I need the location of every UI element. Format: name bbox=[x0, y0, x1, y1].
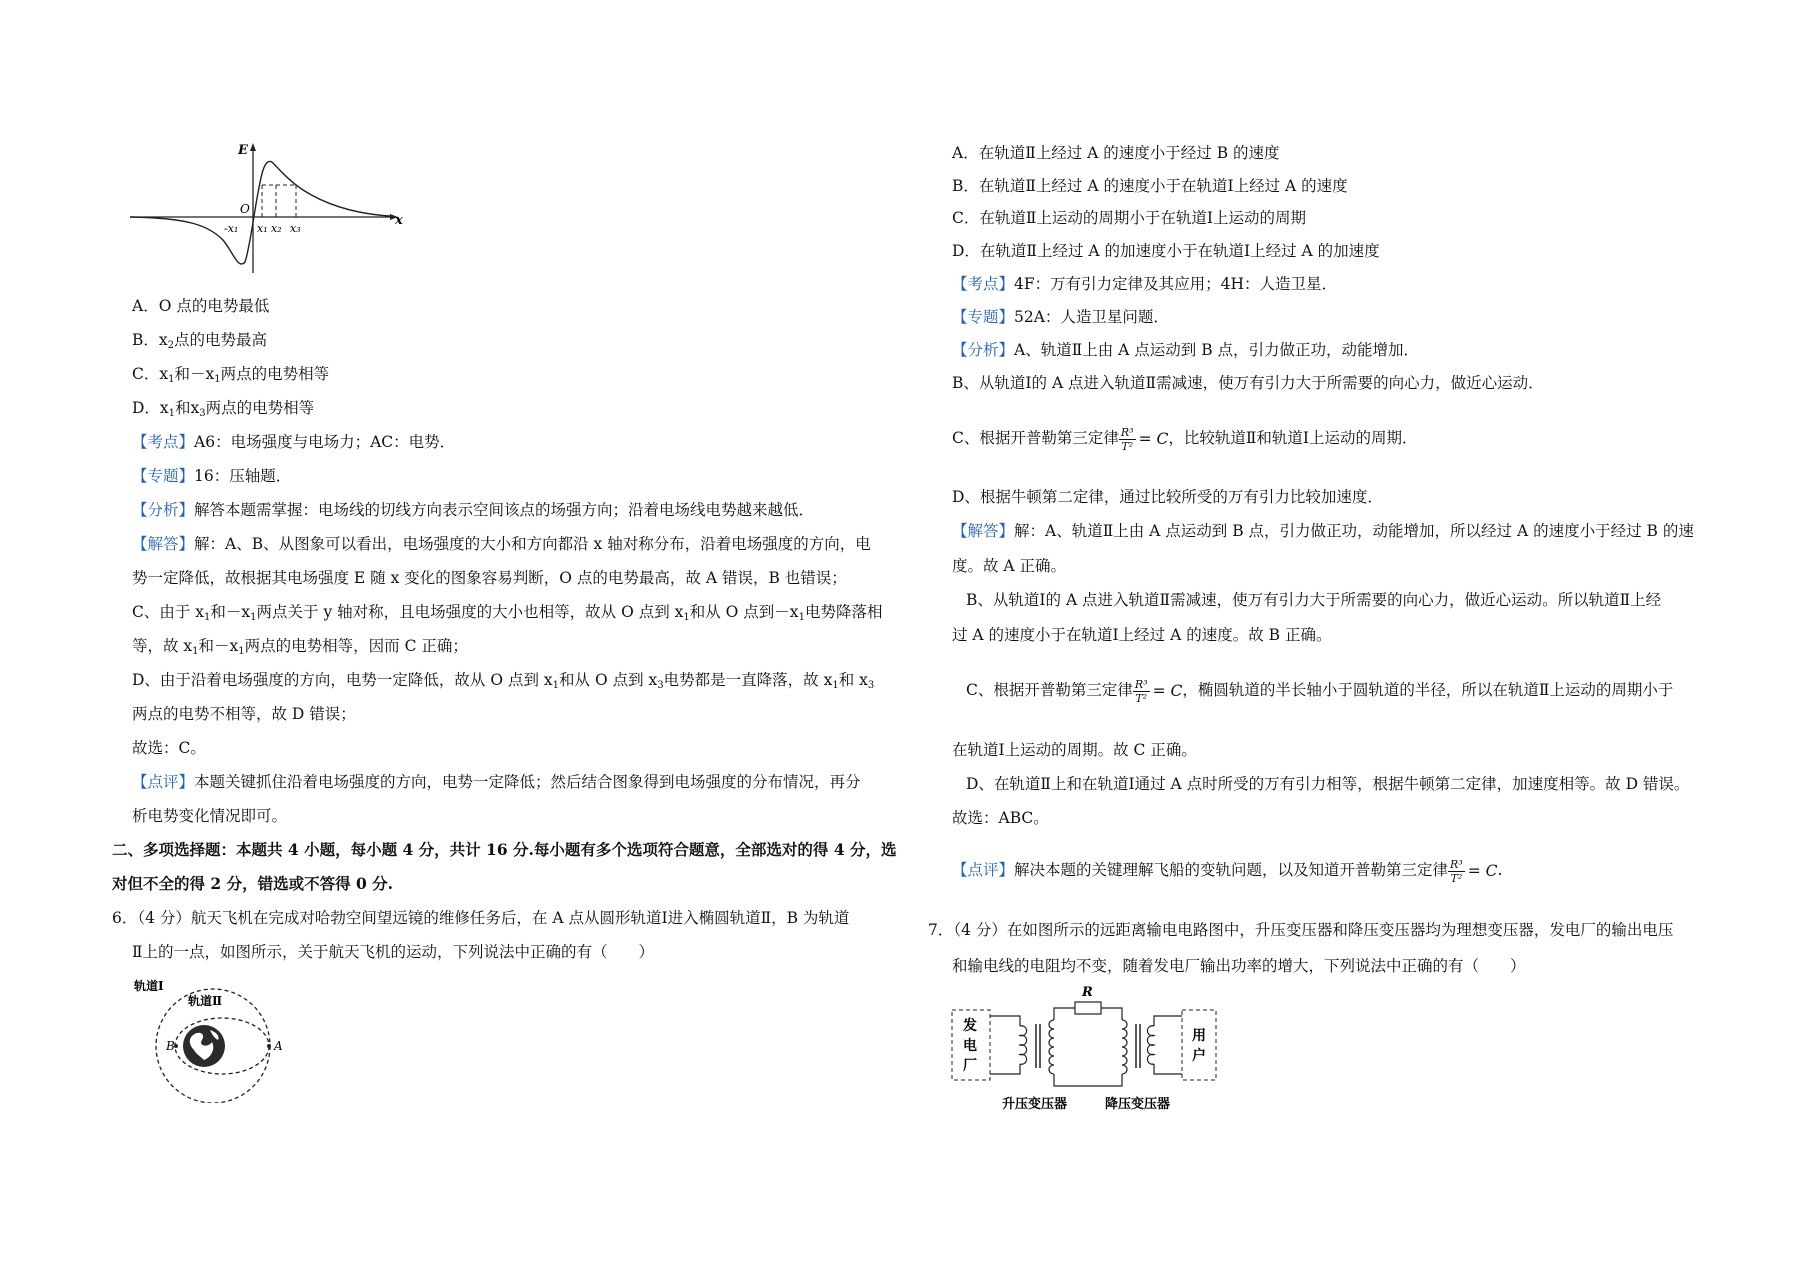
graph-tick-x2: x₂ bbox=[271, 222, 282, 235]
r-jieda-line-7: D、在轨道Ⅱ上和在轨道Ⅰ通过 A 点时所受的万有引力相等，根据牛顿第二定律，加速度相等。故 D 错误。 bbox=[966, 775, 1690, 793]
kaodian-line: 【考点】A6：电场强度与电场力；AC：电势． bbox=[132, 433, 456, 451]
jieda-line-5: D、由于沿着电场强度的方向，电势一定降低，故从 O 点到 $x_1$和从 O 点到 $x_3$电势都是一直降落，故 $x_1$和 $x_3$ bbox=[132, 671, 875, 691]
step-up-label: 升压变压器 bbox=[1002, 1097, 1068, 1112]
resistor-label: R bbox=[1082, 986, 1093, 1000]
step-down-label: 降压变压器 bbox=[1105, 1097, 1171, 1112]
r-jieda-line-5: C、根据开普勒第三定律 $\frac{\text{R³}}{\text{T²}}$ = C，椭圆轨道的半长轴小于圆轨道的半径，所以在轨道Ⅱ上运动的周期小于 bbox=[966, 677, 1674, 705]
r-jieda-line-1: 【解答】解：A、轨道Ⅱ上由 A 点运动到 B 点，引力做正功，动能增加，所以经过 A 的速度小于经过 B 的速 bbox=[952, 522, 1694, 540]
question-7-line-1: 7．（4 分）在如图所示的远距离输电电路图中，升压变压器和降压变压器均为理想变压器，发电厂的输出电压 bbox=[928, 921, 1674, 939]
zhuanti-line: 【专题】16：压轴题． bbox=[132, 467, 292, 485]
plant-label-1: 发 bbox=[963, 1018, 977, 1034]
kepler-formula: $\frac{\text{R³}}{\text{T²}}$ bbox=[1450, 857, 1463, 885]
user-label-2: 户 bbox=[1192, 1048, 1206, 1064]
r-jieda-line-3: B、从轨道Ⅰ的 A 点进入轨道Ⅱ需减速，使万有引力大于所需要的向心力，做近心运动。所以轨道Ⅱ上经 bbox=[966, 591, 1662, 609]
option-d: D．$x_1$和$x_3$两点的电势相等 bbox=[132, 399, 315, 419]
r-kaodian-line: 【考点】4F：万有引力定律及其应用；4H：人造卫星． bbox=[952, 275, 1338, 293]
kepler-formula: $\frac{\text{R³}}{\text{T²}}$ bbox=[1134, 677, 1148, 705]
question-7-line-2: 和输电线的电阻均不变，随着发电厂输出功率的增大，下列说法中正确的有（ ） bbox=[952, 957, 1526, 975]
r-answer-line: 故选：ABC。 bbox=[952, 809, 1049, 827]
answer-line: 故选：C。 bbox=[132, 739, 206, 757]
r-fenxi-line-b: B、从轨道Ⅰ的 A 点进入轨道Ⅱ需减速，使万有引力大于所需要的向心力，做近心运动． bbox=[952, 374, 1544, 392]
r-jieda-line-2: 度。故 A 正确。 bbox=[952, 557, 1067, 575]
option-c: C．$x_1$和$-x_1$两点的电势相等 bbox=[132, 365, 330, 385]
graph-tick-neg-x1: -x₁ bbox=[224, 222, 239, 235]
jieda-line-1: 【解答】解：A、B、从图象可以看出，电场强度的大小和方向都沿 x 轴对称分布，沿着电场强度的方向，电 bbox=[132, 535, 871, 553]
orbit-diagram bbox=[130, 978, 300, 1103]
q6-option-a: A．在轨道Ⅱ上经过 A 的速度小于经过 B 的速度 bbox=[952, 144, 1280, 162]
r-fenxi-line-d: D、根据牛顿第二定律，通过比较所受的万有引力比较加速度． bbox=[952, 488, 1383, 506]
fenxi-line: 【分析】解答本题需掌握：电场线的切线方向表示空间该点的场强方向；沿着电场线电势越来越低． bbox=[132, 501, 815, 519]
question-6-line-1: 6．（4 分）航天飞机在完成对哈勃空间望远镜的维修任务后，在 A 点从圆形轨道Ⅰ进入椭圆轨道Ⅱ，B 为轨道 bbox=[112, 909, 850, 927]
dianping-line-2: 析电势变化情况即可。 bbox=[132, 807, 288, 825]
orbit-label-1: 轨道Ⅰ bbox=[134, 979, 164, 993]
kepler-formula: $\frac{\text{R³}}{\text{T²}}$ bbox=[1120, 425, 1134, 453]
orbit-point-a: A bbox=[274, 1039, 283, 1053]
r-zhuanti-line: 【专题】52A：人造卫星问题． bbox=[952, 308, 1169, 326]
jieda-line-2: 势一定降低，故根据其电场强度 E 随 x 变化的图象容易判断，O 点的电势最高，故 A 错误，B 也错误； bbox=[132, 569, 847, 587]
r-fenxi-line-a: 【分析】A、轨道Ⅱ上由 A 点运动到 B 点，引力做正功，动能增加． bbox=[952, 341, 1420, 359]
section-heading-1: 二、多项选择题：本题共 4 小题，每小题 4 分，共计 16 分.每小题有多个选项符合题意，全部选对的得 4 分，选 bbox=[112, 840, 897, 859]
option-b: B．$x_2$点的电势最高 bbox=[132, 331, 268, 351]
graph-origin: O bbox=[240, 202, 250, 216]
q6-option-c: C．在轨道Ⅱ上运动的周期小于在轨道Ⅰ上运动的周期 bbox=[952, 209, 1307, 227]
section-heading-2: 对但不全的得 2 分，错选或不答得 0 分. bbox=[112, 874, 394, 893]
graph-x-label: x bbox=[395, 213, 403, 228]
plant-label-2: 电 bbox=[963, 1038, 977, 1054]
r-jieda-line-6: 在轨道Ⅰ上运动的周期。故 C 正确。 bbox=[952, 741, 1197, 759]
graph-tick-x1: x₁ bbox=[257, 222, 268, 235]
transmission-circuit bbox=[950, 986, 1220, 1116]
r-jieda-line-4: 过 A 的速度小于在轨道Ⅰ上经过 A 的速度。故 B 正确。 bbox=[952, 626, 1332, 644]
jieda-line-4: 等，故 $x_1$和$-x_1$两点的电势相等，因而 C 正确； bbox=[132, 637, 468, 657]
option-a: A．O 点的电势最低 bbox=[132, 297, 270, 315]
e-field-graph bbox=[128, 140, 408, 280]
question-6-line-2: Ⅱ上的一点，如图所示，关于航天飞机的运动，下列说法中正确的有（ ） bbox=[132, 943, 655, 961]
user-label-1: 用 bbox=[1192, 1028, 1206, 1044]
jieda-line-3: C、由于 $x_1$和$-x_1$两点关于 y 轴对称，且电场强度的大小也相等，故从 O 点到 $x_1$和从 O 点到$-x_1$电势降落相 bbox=[132, 603, 883, 623]
graph-y-label: E bbox=[238, 143, 248, 158]
jieda-line-6: 两点的电势不相等，故 D 错误； bbox=[132, 705, 356, 723]
r-dianping-line: 【点评】解决本题的关键理解飞船的变轨问题，以及知道开普勒第三定律 $\frac{\text{R³}}{\text{T²}}$ = C. bbox=[952, 857, 1503, 885]
orbit-label-2: 轨道Ⅱ bbox=[188, 994, 223, 1008]
r-fenxi-line-c: C、根据开普勒第三定律 $\frac{\text{R³}}{\text{T²}}$ = C，比较轨道Ⅱ和轨道Ⅰ上运动的周期． bbox=[952, 425, 1418, 453]
dianping-line-1: 【点评】本题关键抓住沿着电场强度的方向，电势一定降低；然后结合图象得到电场强度的分布情况，再分 bbox=[132, 773, 861, 791]
q6-option-b: B．在轨道Ⅱ上经过 A 的速度小于在轨道Ⅰ上经过 A 的速度 bbox=[952, 177, 1348, 195]
graph-tick-x3: x₃ bbox=[290, 222, 301, 235]
plant-label-3: 厂 bbox=[963, 1058, 977, 1074]
q6-option-d: D．在轨道Ⅱ上经过 A 的加速度小于在轨道Ⅰ上经过 A 的加速度 bbox=[952, 242, 1380, 260]
orbit-point-b: B bbox=[166, 1039, 175, 1053]
resistor-r bbox=[1075, 1002, 1101, 1014]
